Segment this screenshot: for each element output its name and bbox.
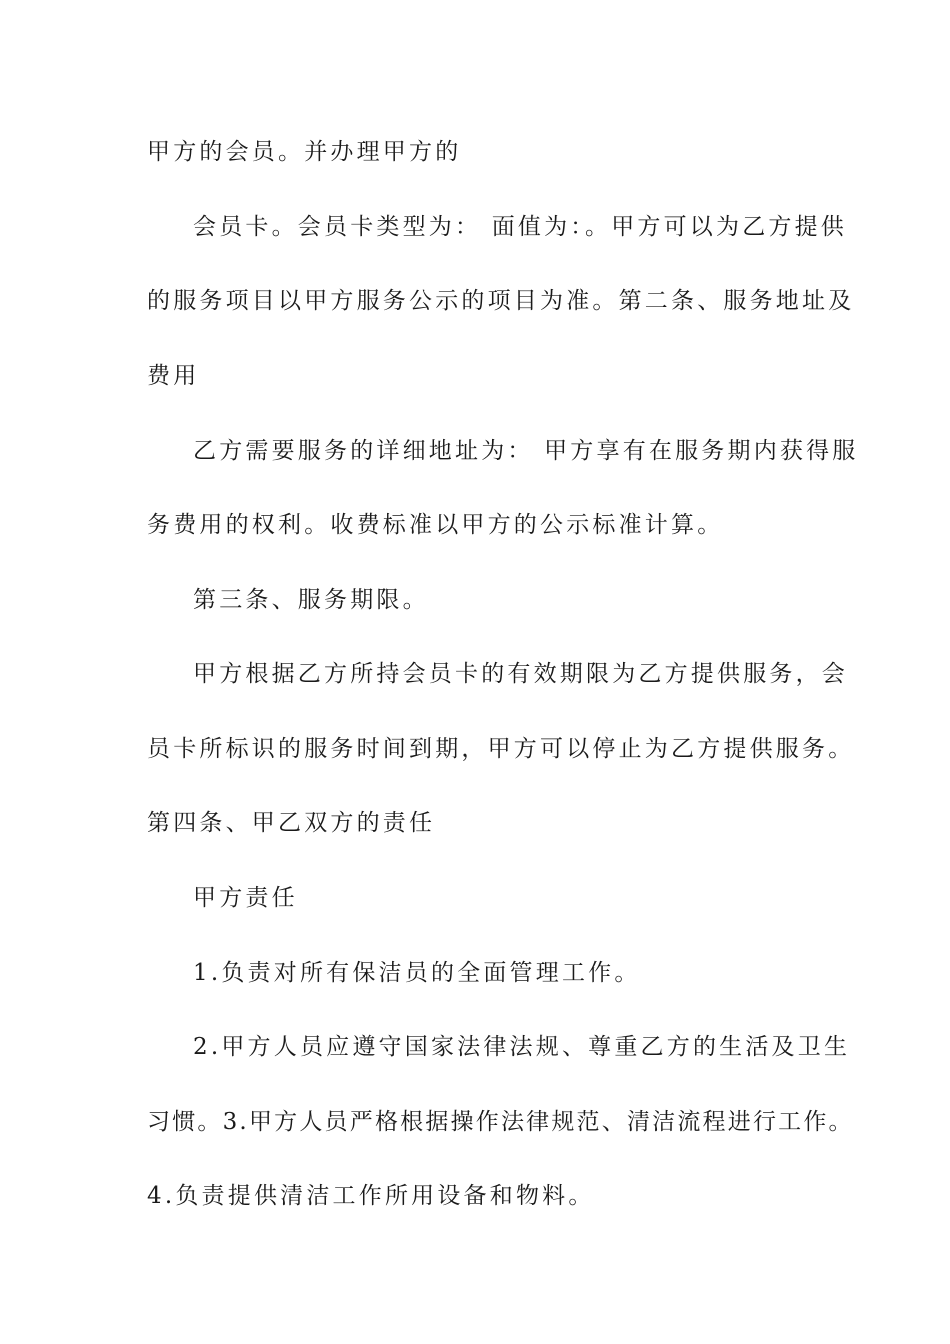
text-line-5: 乙方需要服务的详细地址为： 甲方享有在服务期内获得服 bbox=[193, 438, 859, 464]
text-line-1: 甲方的会员。并办理甲方的 bbox=[147, 139, 462, 165]
text-line-10: 第四条、甲乙双方的责任 bbox=[147, 810, 436, 836]
text-line-9: 员卡所标识的服务时间到期，甲方可以停止为乙方提供服务。 bbox=[147, 736, 855, 762]
text-line-14: 习惯。3.甲方人员严格根据操作法律规范、清洁流程进行工作。 bbox=[147, 1109, 854, 1135]
text-line-7: 第三条、服务期限。 bbox=[193, 587, 429, 613]
text-line-4: 费用 bbox=[147, 363, 200, 389]
text-line-2: 会员卡。会员卡类型为： 面值为：。甲方可以为乙方提供 bbox=[193, 214, 848, 240]
text-line-13: 2.甲方人员应遵守国家法律法规、尊重乙方的生活及卫生 bbox=[193, 1034, 851, 1060]
text-line-6: 务费用的权利。收费标准以甲方的公示标准计算。 bbox=[147, 512, 724, 538]
text-line-3: 的服务项目以甲方服务公示的项目为准。第二条、服务地址及 bbox=[147, 288, 855, 314]
text-line-8: 甲方根据乙方所持会员卡的有效期限为乙方提供服务，会 bbox=[193, 661, 848, 687]
text-line-11: 甲方责任 bbox=[193, 885, 298, 911]
text-line-12: 1.负责对所有保洁员的全面管理工作。 bbox=[193, 960, 641, 986]
text-line-15: 4.负责提供清洁工作所用设备和物料。 bbox=[147, 1183, 595, 1209]
